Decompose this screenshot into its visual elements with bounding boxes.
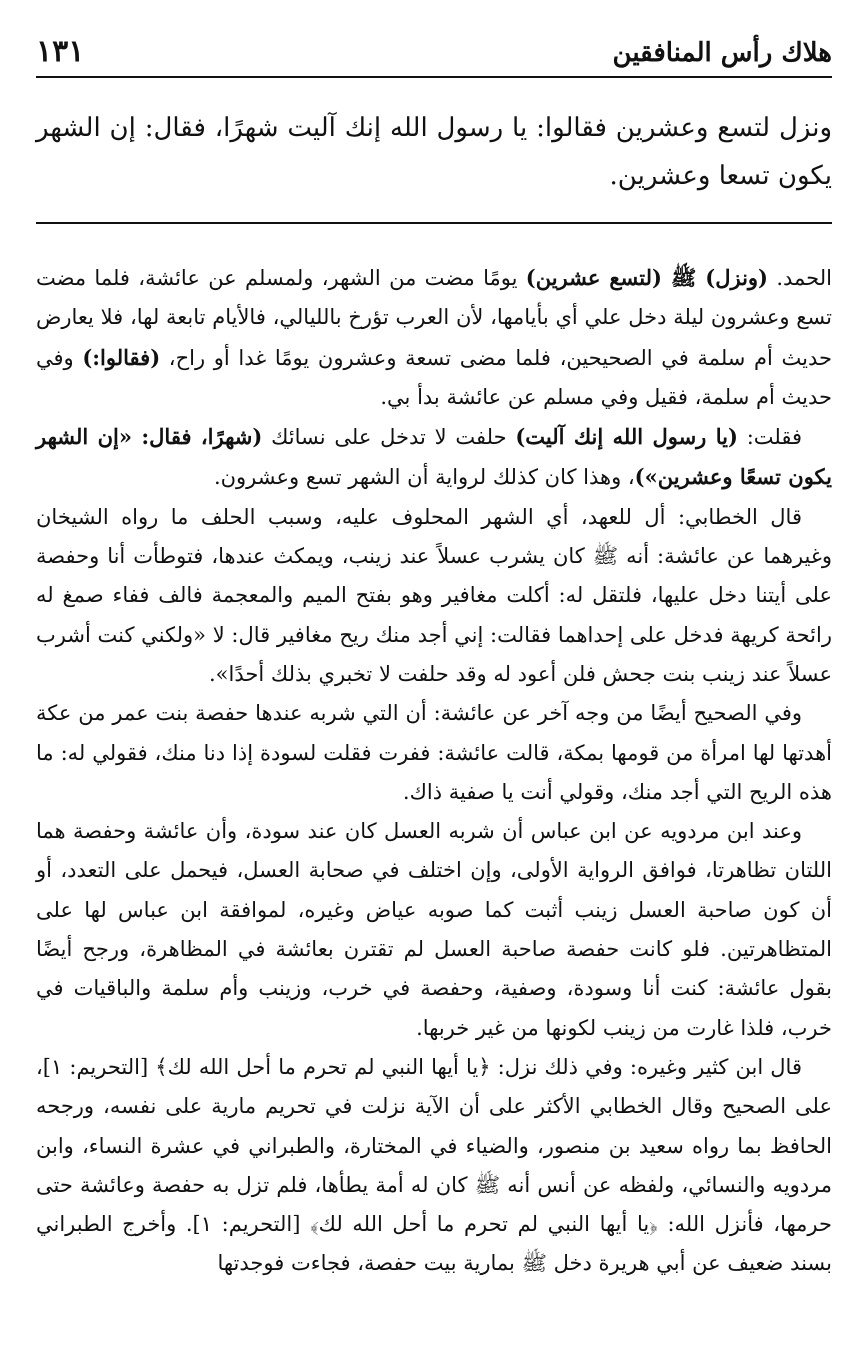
commentary [36,258,832,1284]
commentary-paragraph [36,417,832,498]
commentary-paragraph: قال الخطابي: أل للعهد، أي الشهر المحلوف عليه، وسبب الحلف ما رواه الشيخان وغيرهما عن عائشة: أنه ﷺ كان يشرب عسلاً عند زينب، ويمكث عندها، فتوطأت أنا وحفصة على أيتنا دخل عليها، فلتقل له: أكلت مغافير وهو بفتح الميم والمعجمة فالف ففاء صمغ له رائحة كريهة فدخل على إحداهما فقالت: إني أجد منك ريح مغافير قال: لا «ولكني كنت أشرب عسلاً عند زينب بنت جحش فلن أعود له وقد حلفت لا تخبري بذلك أحدًا». [36,504,832,686]
page-header [36,28,832,78]
commentary-paragraph: وعند ابن مردويه عن ابن عباس أن شربه العسل كان عند سودة، وأن عائشة وحفصة هما اللتان تظاهرتا، فوافق الرواية الأولى، وإن اختلف في صحابة العسل، فيحمل على التعدد، أو أن كون صاحبة العسل زينب أثبت كما صوبه عياض وغيره، لموافقة ابن عباس لها على المتظاهرتين. فلو كانت حفصة صاحبة العسل لم تقترن بعائشة في المظاهرة، ورجح أيضًا بقول عائشة: كنت أنا وسودة، وصفية، وحفصة في خرب، وزينب وأم سلمة والباقيات في خرب، فلذا غارت من زينب لكونها من غير خربها. [36,819,832,1040]
page-number: ١٣١ [36,34,85,69]
text-run: فقلت: [737,425,802,450]
book-page [36,28,832,1284]
bold-quote: (فقالوا:) [82,344,161,370]
bold-quote: (شهرًا، فقال: «إن الشهر يكون تسعًا وعشرين») [36,424,832,490]
main-text: ونزل لتسع وعشرين فقالوا: يا رسول الله إنك آليت شهرًا، فقال: إن الشهر يكون تسعا وعشرين. [36,104,832,224]
text-run: يومًا مضت من الشهر، ولمسلم عن عائشة، فلما مضت تسع وعشرون ليلة دخل علي أي بأيامها، لأن العرب تؤرخ بالليالي، فالأيام تابعة لها، فلا يعارض حديث أم سلمة في الصحيحين، فلما مضى تسعة وعشرون يومًا غدا أو راح، [36,266,832,370]
commentary-paragraph [36,258,832,417]
text-run: وفي حديث أم سلمة، فقيل وفي مسلم عن عائشة بدأ بي. [36,345,832,409]
text-run: الحمد. [768,266,832,290]
commentary-paragraph: وفي الصحيح أيضًا من وجه آخر عن عائشة: أن التي شربه عندها حفصة بنت عمر من عكة أهدتها لها امرأة من قومها بمكة، قالت عائشة: ففرت فقلت لسودة إذا دنا منك، فقولي له: ما هذه الريح التي أجد منك، وقولي أنت يا صفية ذاك. [36,701,832,804]
commentary-paragraph: قال ابن كثير وغيره: وفي ذلك نزل: ﴿يا أيها النبي لم تحرم ما أحل الله لك﴾ [التحريم: ١]، على الصحيح وقال الخطابي الأكثر على أن الآية نزلت في تحريم مارية على نفسه، ورجحه الحافظ بما رواه سعيد بن منصور، والضياء في المختارة، والطبراني في عشرة النساء، وابن مردويه والنسائي، ولفظه عن أنس أنه ﷺ كان له أمة يطأها، فلم تزل به حفصة وعائشة حتى حرمها، فأنزل الله: ﴿يا أيها النبي لم تحرم ما أحل الله لك﴾ [التحريم: ١]. وأخرج الطبراني بسند ضعيف عن أبي هريرة دخل ﷺ بمارية بيت حفصة، فجاءت فوجدتها [36,1054,832,1276]
bold-quote: (يا رسول الله إنك آليت) [515,424,738,450]
text-run: حلفت لا تدخل على نسائك [262,425,516,450]
text-run: ، وهذا كان كذلك لرواية أن الشهر تسع وعشرون. [213,465,635,490]
running-title: هلاك رأس المنافقين [612,38,832,68]
bold-quote: (ونزل) ﷺ (لتسع عشرين) [525,265,768,290]
